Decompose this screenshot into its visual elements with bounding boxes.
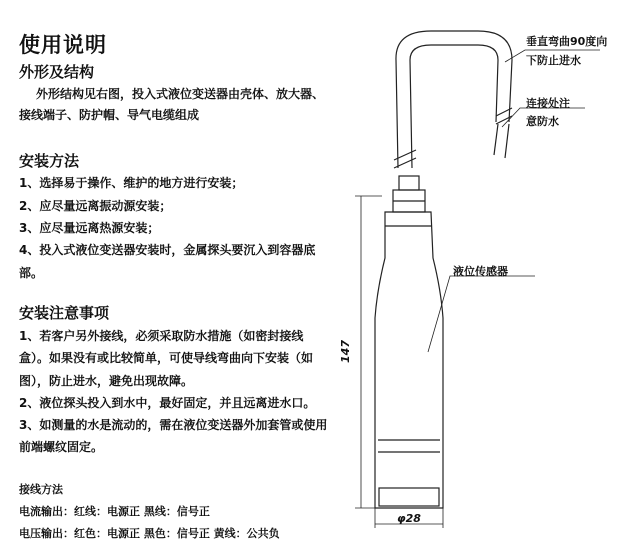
- leader-sensor: [428, 276, 535, 352]
- label-sensor: 液位传感器: [453, 265, 508, 278]
- notes-line-1: 1、若客户另外接线，必须采取防水措施（如密封接线: [19, 329, 304, 343]
- dimension-length: 147: [338, 340, 352, 363]
- wiring-line-current: 电流输出：红线：电源正 黑线：信号正: [19, 505, 210, 518]
- connector-top: [399, 176, 419, 190]
- install-line-4: 4、投入式液位变送器安装时，金属探头要沉入到容器底: [19, 243, 316, 257]
- label-joint: 连接处注: [526, 97, 570, 110]
- appearance-line-1: 外形结构见右图，投入式液位变送器由壳体、放大器、: [36, 87, 325, 101]
- section-heading-appearance: 外形及结构: [19, 63, 95, 81]
- install-line-3: 3、应尽量远离热源安装；: [19, 221, 160, 235]
- label-bend: 垂直弯曲90度向: [526, 35, 608, 48]
- section-heading-install: 安装方法: [19, 152, 80, 170]
- probe-tip: [379, 488, 439, 506]
- wiring-line-voltage: 电压输出：红色：电源正 黑色：信号正 黄线：公共负: [19, 527, 280, 540]
- notes-line-3: 图），防止进水，避免出现故障。: [19, 374, 194, 388]
- section-heading-notes: 安装注意事项: [19, 304, 110, 322]
- notes-line-5: 3、如测量的水是流动的，需在液位变送器外加套管或使用: [19, 418, 328, 432]
- cable-inner: [410, 45, 498, 168]
- label-joint-2: 意防水: [526, 115, 559, 128]
- notes-line-4: 2、液位探头投入到水中，最好固定，并且远离进水口。: [19, 396, 316, 410]
- notes-line-2: 盒）。如果没有或比较简单，可使导线弯曲向下安装（如: [19, 351, 314, 365]
- dimension-diameter: φ28: [397, 512, 421, 525]
- appearance-line-2: 接线端子、防护帽、导气电缆组成: [19, 108, 200, 122]
- install-line-1: 1、选择易于操作、维护的地方进行安装；: [19, 176, 244, 190]
- install-line-2: 2、应尽量远离振动源安装；: [19, 199, 172, 213]
- page-title: 使用说明: [19, 33, 107, 57]
- section-heading-wiring: 接线方法: [19, 483, 63, 496]
- install-line-5: 部。: [19, 266, 44, 280]
- notes-line-6: 前端螺纹固定。: [19, 440, 104, 454]
- sensor-body: [375, 212, 443, 508]
- label-bend-2: 下防止进水: [526, 54, 581, 67]
